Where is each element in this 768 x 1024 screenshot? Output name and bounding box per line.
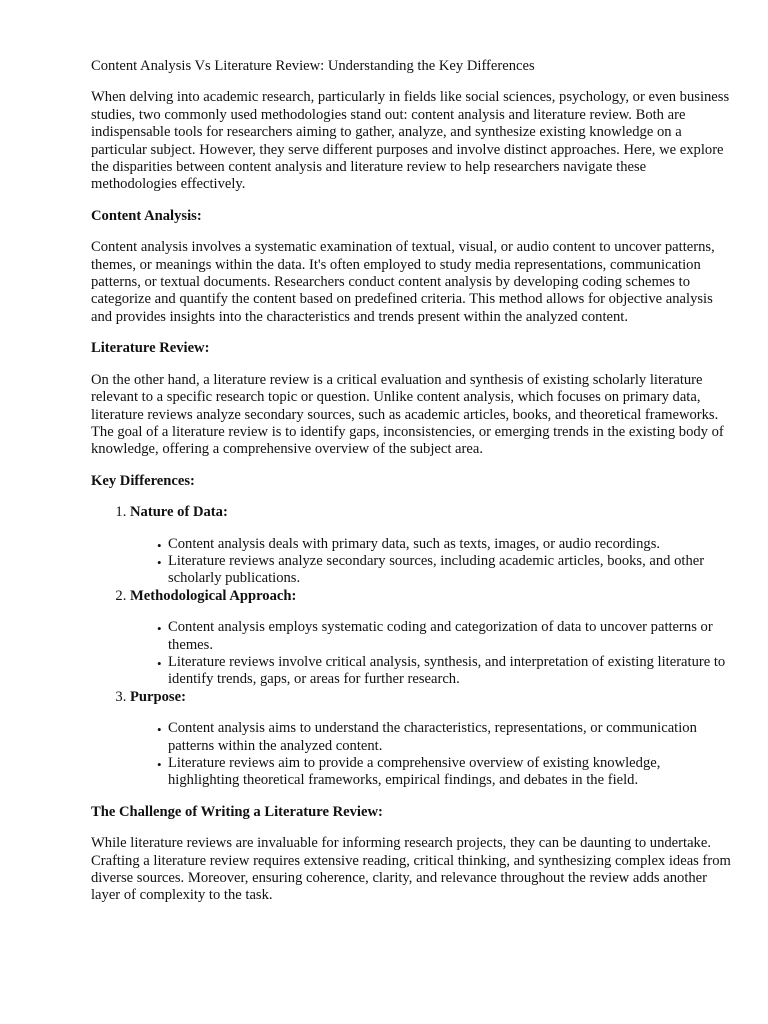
- document-page: [91, 58, 731, 919]
- key-differences-heading: Key Differences:: [91, 472, 195, 489]
- bullet-item: • Literature reviews involve critical analysis, synthesis, and interpretation of existing literature to identify trends, gaps, or areas for further research.: [168, 654, 731, 689]
- list-item: [130, 689, 731, 790]
- nature-of-data-title: 1. Nature of Data:: [130, 504, 228, 521]
- challenge-paragraph: While literature reviews are invaluable for informing research projects, they can be daunting to undertake. Crafting a literature review requires extensive reading, critical thinking, and synthesizing complex ideas from diverse sources. Moreover, ensuring coherence, clarity, and relevance throughout the review adds another layer of complexity to the task.: [91, 835, 731, 904]
- bullet-item: • Literature reviews aim to provide a comprehensive overview of existing knowledge, highlighting theoretical frameworks, empirical findings, and debates in the field.: [168, 755, 731, 790]
- document-title: Content Analysis Vs Literature Review: Understanding the Key Differences: [91, 58, 535, 74]
- content-analysis-heading: Content Analysis:: [91, 207, 202, 224]
- methodological-approach-title: 2. Methodological Approach:: [130, 587, 297, 604]
- literature-review-paragraph: On the other hand, a literature review is a critical evaluation and synthesis of existing scholarly literature relevant to a specific research topic or question. Unlike content analysis, which focuses on primary data, literature reviews analyze secondary sources, such as academic articles, books, and theoretical frameworks. The goal of a literature review is to identify gaps, inconsistencies, or emerging trends in the existing body of knowledge, offering a comprehensive overview of the subject area.: [91, 371, 724, 458]
- list-item: [130, 504, 731, 588]
- list-item: [130, 588, 731, 689]
- key-differences-list: [91, 504, 731, 790]
- bullet-item: • Content analysis employs systematic coding and categorization of data to uncover patterns or themes.: [168, 619, 731, 654]
- purpose-title: 3. Purpose:: [130, 688, 186, 705]
- content-analysis-paragraph: Content analysis involves a systematic examination of textual, visual, or audio content to uncover patterns, themes, or meanings within the data. It's often employed to study media representations, communication patterns, or textual documents. Researchers conduct content analysis by developing coding schemes to categorize and quantify the content based on predefined criteria. This method allows for objective analysis and provides insights into the characteristics and trends present within the analyzed content.: [91, 239, 715, 325]
- literature-review-heading: Literature Review:: [91, 340, 210, 357]
- bullet-item: • Content analysis deals with primary data, such as texts, images, or audio recordings.: [168, 536, 731, 553]
- bullet-item: • Content analysis aims to understand the characteristics, representations, or communication patterns within the analyzed content.: [168, 720, 731, 755]
- nature-of-data-bullets: [130, 536, 731, 588]
- challenge-heading: The Challenge of Writing a Literature Review:: [91, 803, 383, 820]
- bullet-item: • Literature reviews analyze secondary sources, including academic articles, books, and other scholarly publications.: [168, 553, 731, 588]
- intro-paragraph: When delving into academic research, particularly in fields like social sciences, psychology, or even business studies, two commonly used methodologies stand out: content analysis and literature review. Both are indispensable tools for researchers aiming to gather, analyze, and synthesize existing knowledge on a particular subject. However, they serve different purposes and involve distinct approaches. Here, we explore the disparities between content analysis and literature review to help researchers navigate these methodologies effectively.: [91, 89, 730, 193]
- purpose-bullets: [130, 720, 731, 790]
- methodological-approach-bullets: [130, 619, 731, 689]
